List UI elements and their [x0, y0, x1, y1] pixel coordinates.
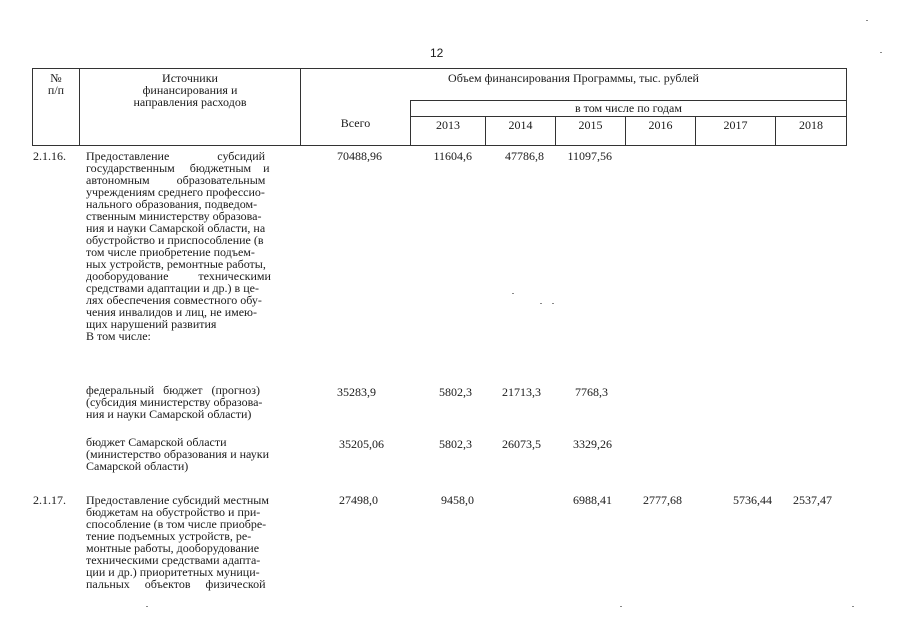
header-year-2017: 2017 [723, 118, 748, 132]
table-header-bottom [32, 145, 847, 146]
cell-2015: 7768,3 [575, 385, 608, 399]
header-source-line-1: Источники [162, 71, 218, 85]
header-source [80, 72, 300, 108]
header-total: Всего [340, 116, 371, 130]
desc-line: чения инвалидов и лиц, не имею- [86, 305, 257, 319]
header-by-years: в том числе по годам [575, 101, 682, 115]
header-source-line-3: направления расходов [133, 95, 247, 109]
desc-line: ции и др.) приоритетных муници- [86, 565, 260, 579]
desc-line: ственным министерству образова- [86, 209, 262, 223]
desc-line: тение подъемных устройств, ре- [86, 529, 252, 543]
header-no-line-1: № [50, 71, 62, 85]
cell-2014: 21713,3 [502, 385, 541, 399]
desc-line: бюджетам на обустройство и при- [86, 505, 261, 519]
desc-line: учреждениям среднего профессио- [86, 185, 265, 199]
desc-line: (субсидия министерству образова- [86, 395, 263, 409]
desc-line: том числе приобретение подъем- [86, 245, 255, 259]
row-description [86, 150, 292, 342]
scan-speck [552, 303, 554, 304]
header-year-2018: 2018 [799, 118, 823, 132]
desc-line: лях обеспечения совместного обу- [86, 293, 262, 307]
row-description [86, 384, 292, 420]
desc-line: способление (в том числе приобре- [86, 517, 267, 531]
desc-line: автономным образовательным [86, 173, 266, 187]
cell-total: 70488,96 [337, 149, 382, 163]
cell-total: 27498,0 [339, 493, 378, 507]
scan-speck [512, 293, 514, 294]
cell-total: 35283,9 [337, 385, 376, 399]
desc-line: Предоставление субсидий местным [86, 493, 269, 507]
cell-2013: 5802,3 [439, 437, 472, 451]
scan-speck [620, 606, 622, 607]
desc-line: щих нарушений развития [86, 317, 217, 331]
table-years-row-top [410, 116, 847, 117]
table-top-border [32, 68, 847, 69]
scan-speck [146, 606, 148, 607]
scan-speck [866, 20, 868, 21]
row-description [86, 494, 292, 590]
header-year-2015: 2015 [578, 118, 603, 132]
cell-2013: 5802,3 [439, 385, 472, 399]
cell-2013: 9458,0 [441, 493, 474, 507]
desc-line: государственным бюджетным и [86, 161, 270, 175]
desc-line: ния и науки Самарской области) [86, 407, 252, 421]
desc-line: Самарской области) [86, 459, 189, 473]
cell-2015: 6988,41 [573, 493, 612, 507]
row-description [86, 436, 292, 472]
desc-line: (министерство образования и науки [86, 447, 270, 461]
desc-line: дооборудование техническими [86, 269, 271, 283]
table-right-border [846, 68, 847, 146]
desc-line: нального образования, подведом- [86, 197, 258, 211]
cell-2017: 5736,44 [733, 493, 772, 507]
scan-speck [852, 606, 854, 607]
row-number: 2.1.17. [33, 493, 66, 507]
header-year-2014: 2014 [508, 118, 533, 132]
desc-line: монтные работы, дооборудование [86, 541, 260, 555]
desc-line: средствами адаптации и др.) в це- [86, 281, 259, 295]
desc-line: пальных объектов физической [86, 577, 266, 591]
cell-2014: 26073,5 [502, 437, 541, 451]
header-year-2013: 2013 [436, 118, 460, 132]
header-source-line-2: финансирования и [142, 83, 238, 97]
desc-line: федеральный бюджет (прогноз) [86, 383, 260, 397]
desc-line: обустройство и приспособление (в [86, 233, 264, 247]
cell-2018: 2537,47 [793, 493, 832, 507]
cell-total: 35205,06 [339, 437, 384, 451]
scan-speck [540, 303, 542, 304]
page-number: 12 [430, 46, 444, 60]
desc-line: ния и науки Самарской области, на [86, 221, 266, 235]
header-no-line-2: п/п [47, 83, 65, 97]
cell-2015: 11097,56 [567, 149, 612, 163]
desc-line: техническими средствами адапта- [86, 553, 261, 567]
cell-2016: 2777,68 [643, 493, 682, 507]
cell-2013: 11604,6 [433, 149, 472, 163]
desc-line: ных устройств, ремонтные работы, [86, 257, 266, 271]
header-no [33, 72, 79, 96]
scan-speck [880, 52, 882, 53]
desc-line: бюджет Самарской области [86, 435, 227, 449]
desc-line: Предоставление субсидий [86, 149, 266, 163]
desc-line: В том числе: [86, 329, 151, 343]
header-volume: Объем финансирования Программы, тыс. рублей [448, 71, 699, 85]
cell-2014: 47786,8 [505, 149, 544, 163]
cell-2015: 3329,26 [573, 437, 612, 451]
header-year-2016: 2016 [648, 118, 673, 132]
row-number: 2.1.16. [33, 149, 66, 163]
